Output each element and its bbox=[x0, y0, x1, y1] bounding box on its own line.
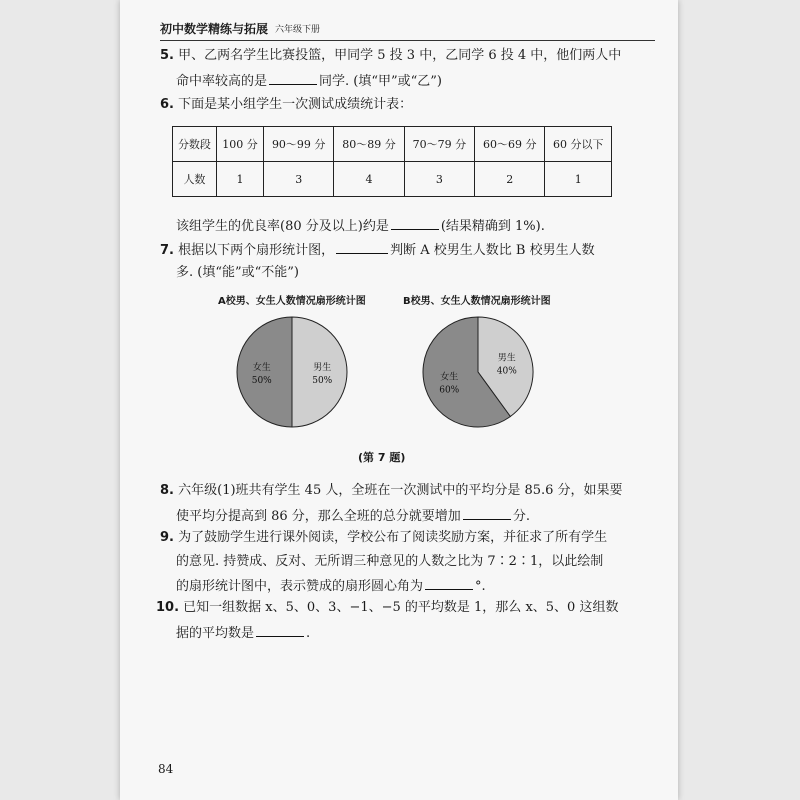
q5-text-2b: 同学. (填“甲”或“乙”) bbox=[319, 74, 443, 89]
pie-chart-b bbox=[422, 316, 534, 428]
table-cell: 100 分 bbox=[216, 127, 263, 162]
book-title: 初中数学精练与拓展 bbox=[160, 22, 269, 36]
table-row bbox=[173, 127, 612, 162]
q7-text-1a: 根据以下两个扇形统计图， bbox=[178, 243, 335, 258]
q7-text-2: 多. (填“能”或“不能”) bbox=[176, 265, 299, 280]
q8-text-1: 六年级(1)班共有学生 45 人，全班在一次测试中的平均分是 85.6 分，如果要 bbox=[178, 483, 623, 498]
q5-line-1 bbox=[160, 48, 621, 64]
pie-slice-value: 40% bbox=[496, 366, 517, 377]
q6-after-line bbox=[176, 217, 545, 235]
q6-number: 6. bbox=[160, 97, 174, 112]
pie-slice-value: 50% bbox=[312, 376, 333, 386]
page-number: 84 bbox=[158, 762, 174, 776]
q9-line-2 bbox=[176, 554, 603, 570]
table-cell: 1 bbox=[545, 162, 612, 197]
q8-text-2b: 分. bbox=[512, 509, 530, 524]
q5-number: 5. bbox=[160, 48, 174, 63]
table-cell: 60 分以下 bbox=[545, 127, 612, 162]
q10-text-2a: 据的平均数是 bbox=[176, 626, 255, 641]
q5-line-2 bbox=[176, 72, 442, 90]
pie-slice-label: 男生 bbox=[497, 353, 516, 364]
table-cell: 60～69 分 bbox=[475, 127, 545, 162]
q10-text-2b: . bbox=[306, 626, 311, 641]
q9-number: 9. bbox=[160, 530, 174, 545]
q10-text-1: 已知一组数据 x、5、0、3、−1、−5 的平均数是 1，那么 x、5、0 这组数 bbox=[183, 600, 619, 615]
pie-slice-label: 男生 bbox=[313, 363, 332, 373]
table-cell: 人数 bbox=[173, 162, 217, 197]
q9-text-3a: 的扇形统计图中，表示赞成的扇形圆心角为 bbox=[176, 579, 424, 594]
chart-a-title: A校男、女生人数情况扇形统计图 bbox=[218, 296, 366, 307]
q10-line-2 bbox=[176, 624, 310, 642]
q8-text-2a: 使平均分提高到 86 分，那么全班的总分就要增加 bbox=[176, 509, 461, 524]
q8-line-2 bbox=[176, 507, 530, 525]
q6-after-a: 该组学生的优良率(80 分及以上)约是 bbox=[176, 219, 389, 234]
q10-line-1 bbox=[156, 600, 618, 616]
table-cell: 90～99 分 bbox=[264, 127, 334, 162]
q6-answer-blank[interactable] bbox=[391, 217, 439, 230]
table-cell: 2 bbox=[475, 162, 545, 197]
q10-answer-blank[interactable] bbox=[256, 624, 304, 637]
q7-line-2 bbox=[176, 265, 299, 281]
q6-after-b: (结果精确到 1%). bbox=[440, 219, 545, 234]
grade-label: 六年级下册 bbox=[275, 25, 321, 35]
table-cell: 80～89 分 bbox=[334, 127, 404, 162]
q9-answer-blank[interactable] bbox=[425, 577, 473, 590]
q9-text-3b: °. bbox=[475, 579, 486, 594]
q5-answer-blank[interactable] bbox=[269, 72, 317, 85]
q9-text-1: 为了鼓励学生进行课外阅读，学校公布了阅读奖励方案，并征求了所有学生 bbox=[178, 530, 608, 545]
q7-number: 7. bbox=[160, 243, 174, 258]
q5-text-2a: 命中率较高的是 bbox=[176, 74, 268, 89]
q5-text-1: 甲、乙两名学生比赛投篮，甲同学 5 投 3 中，乙同学 6 投 4 中，他们两人中 bbox=[178, 48, 622, 63]
q8-answer-blank[interactable] bbox=[463, 507, 511, 520]
pie-slice-label: 女生 bbox=[440, 372, 459, 383]
pie-slice-value: 50% bbox=[251, 376, 272, 386]
table-cell: 4 bbox=[334, 162, 404, 197]
q9-line-3 bbox=[176, 577, 486, 595]
chart-b-title: B校男、女生人数情况扇形统计图 bbox=[403, 296, 551, 307]
q10-number: 10. bbox=[156, 600, 180, 615]
pie-slice-value: 60% bbox=[439, 385, 460, 396]
table-cell: 70～79 分 bbox=[404, 127, 474, 162]
figure-caption: (第 7 题) bbox=[358, 451, 406, 464]
q6-text: 下面是某小组学生一次测试成绩统计表： bbox=[178, 97, 413, 112]
q9-line-1 bbox=[160, 530, 607, 546]
running-header bbox=[160, 18, 655, 41]
q6-line-1 bbox=[160, 97, 412, 113]
pie-chart-a bbox=[236, 316, 348, 428]
table-cell: 1 bbox=[216, 162, 263, 197]
table-cell: 分数段 bbox=[173, 127, 217, 162]
q8-line-1 bbox=[160, 483, 623, 499]
q7-line-1 bbox=[160, 241, 595, 259]
q8-number: 8. bbox=[160, 483, 174, 498]
q7-text-1b: 判断 A 校男生人数比 B 校男生人数 bbox=[390, 243, 595, 258]
table-cell: 3 bbox=[404, 162, 474, 197]
q9-text-2: 的意见. 持赞成、反对、无所谓三种意见的人数之比为 7∶2∶1，以此绘制 bbox=[176, 554, 604, 569]
page-sheet bbox=[120, 0, 678, 800]
table-cell: 3 bbox=[264, 162, 334, 197]
q7-answer-blank[interactable] bbox=[336, 241, 388, 254]
table-row bbox=[173, 162, 612, 197]
pie-slice-label: 女生 bbox=[252, 363, 271, 373]
score-table bbox=[172, 126, 612, 197]
